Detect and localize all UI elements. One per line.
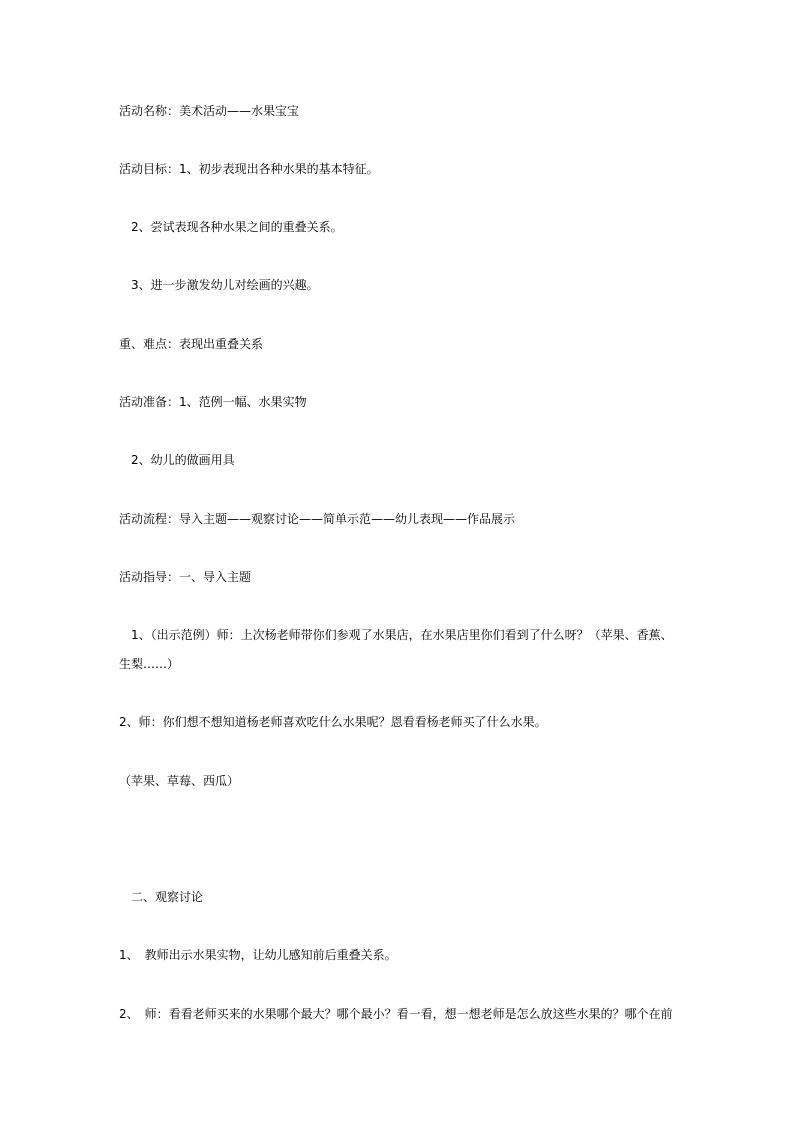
- observe-step-2: 2、 师：看看老师买来的水果哪个最大？哪个最小？看一看，想一想老师是怎么放这些水果的？哪个在前: [119, 1007, 673, 1021]
- observe-step-1: 1、 教师出示水果实物，让幼儿感知前后重叠关系。: [119, 948, 397, 962]
- key-difficulty: 重、难点：表现出重叠关系: [119, 337, 264, 351]
- activity-goal-1: 活动目标：1、初步表现出各种水果的基本特征。: [119, 162, 379, 176]
- activity-flow: 活动流程：导入主题——观察讨论——简单示范——幼儿表现——作品展示: [119, 512, 516, 526]
- preparation-2: 2、幼儿的做画用具: [119, 453, 235, 467]
- fruit-answer: （苹果、草莓、西瓜）: [119, 774, 240, 788]
- section-observe-discuss: 二、观察讨论: [119, 890, 204, 904]
- preparation-1: 活动准备：1、范例一幅、水果实物: [119, 395, 307, 409]
- activity-name: 活动名称：美术活动——水果宝宝: [119, 104, 300, 118]
- guidance-step-1: 1、（出示范例）师：上次杨老师带你们参观了水果店，在水果店里你们看到了什么呀？（苹果、香蕉、: [119, 628, 673, 642]
- guidance-step-2: 2、师：你们想不想知道杨老师喜欢吃什么水果呢？恩看看杨老师买了什么水果。: [119, 715, 547, 729]
- activity-goal-2: 2、尝试表现各种水果之间的重叠关系。: [119, 220, 343, 234]
- guidance-step-1-cont: 生梨……）: [119, 657, 180, 671]
- activity-goal-3: 3、进一步激发幼儿对绘画的兴趣。: [119, 278, 319, 292]
- guidance-heading: 活动指导：一、导入主题: [119, 570, 252, 584]
